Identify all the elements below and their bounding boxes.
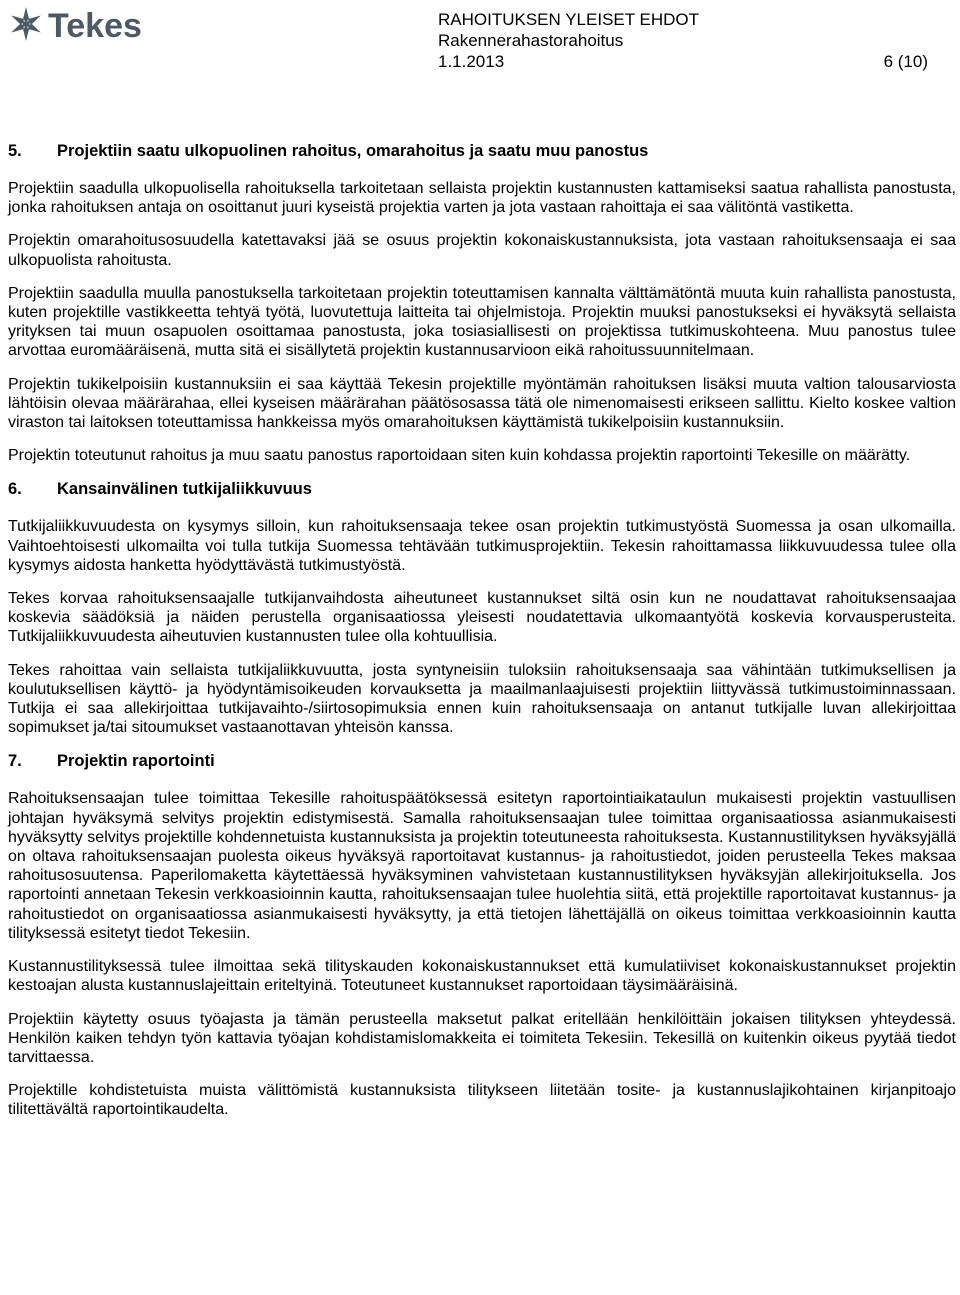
doc-subtitle: Rakennerahastorahoitus [438, 31, 624, 50]
paragraph: Kustannustilityksessä tulee ilmoittaa sekä tilityskauden kokonaiskustannukset että kumulatiiviset kokonaiskustannukset projektin kestoajan alusta kustannuslajeittain eriteltyinä. Toteutuneet kustannukset raportoidaan täysimääräisinä. [8, 958, 956, 995]
paragraph: Projektiin saadulla muulla panostuksella tarkoitetaan projektin toteuttamisen kannalta välttämätöntä muuta kuin rahallista panostusta, kuten projektille vastikkeetta tehtyä työtä, luovutettuja laitteita tai ohjelmistoja. Projektin muuksi panostukseksi ei hyväksytä sellaista yrityksen tai muun osapuolen osoittamaa panostusta, joka tosiasiallisesti on projektissa tutkimuskohteena. Muu panostus tulee arvottaa euromääräisenä, mutta sitä ei sisällytetä projektin kustannusarvioon eikä rahoitussuunnitelmaan. [8, 284, 956, 360]
section-title: Projektiin saatu ulkopuolinen rahoitus, omarahoitus ja saatu muu panostus [57, 142, 649, 160]
paragraph: Projektiin saadulla ulkopuolisella rahoituksella tarkoitetaan sellaista projektin kustannusten kattamiseksi saatua rahallista panostusta, jonka rahoituksen antaja on osoittanut juuri kyseistä projektia varten ja jota vastaan rahoittaja ei saa välitöntä vastiketta. [8, 180, 956, 217]
tekes-logo [6, 4, 166, 44]
logo-wordmark: Tekes [48, 7, 142, 44]
section-7-heading [8, 751, 956, 771]
section-number: 6. [8, 480, 22, 499]
section-title: Kansainvälinen tutkijaliikkuvuus [57, 480, 312, 499]
section-6-heading [8, 479, 956, 499]
document-header [438, 9, 928, 72]
paragraph: Projektin tukikelpoisiin kustannuksiin ei saa käyttää Tekesin projektille myöntämän rahoituksen lisäksi muuta valtion talousarviosta lähtöisin olevaa määrärahaa, ellei kyseisen määrärahan päätösosassa tätä ole nimenomaisesti erikseen sallittu. Kielto koskee valtion viraston tai laitoksen toteuttamissa hankkeissa myös omarahoituksen käyttämistä tukikelpoisiin kustannuksiin. [8, 375, 956, 432]
paragraph: Tekes korvaa rahoituksensaajalle tutkijanvaihdosta aiheutuneet kustannukset siltä osin kun ne noudattavat rahoituksensaajaa koskevia säädöksiä ja näiden perustella organisaatiossa yleisesti noudatettavia ulkomaantyötä koskevia korvausperusteita. Tutkijaliikkuvuudesta aiheutuvien kustannusten tulee olla kohtuullisia. [8, 590, 956, 646]
paragraph: Projektin omarahoitusosuudella katettavaksi jää se osuus projektin kokonaiskustannuksista, jota vastaan rahoituksensaaja ei saa ulkopuolista rahoitusta. [8, 232, 956, 269]
doc-title: RAHOITUKSEN YLEISET EHDOT [438, 10, 700, 29]
paragraph: Rahoituksensaajan tulee toimittaa Tekesille rahoituspäätöksessä esitetyn raportointiaikataulun mukaisesti projektin vastuullisen johtajan hyväksymä selvitys projektin edistymisestä. Samalla rahoituksensaajan tulee toimittaa organisaatiossa asianmukaisesti hyväksytty selvitys projektille kohdennetuista kustannuksista ja projektin toteutuneesta rahoituksesta. Kustannustilityksen hyväksyjällä on oltava rahoituksensaajan puolesta oikeus hyväksyä raportoitavat kustannus- ja rahoitustiedot, joiden perusteella Tekes maksaa rahoitusosuutensa. Paperilomaketta käytettäessä hyväksyminen vahvistetaan kustannustilityksen hyväksyjän allekirjoituksella. Jos raportointi annetaan Tekesin verkkoasioinnin kautta, rahoituksensaajan tulee huolehtia siitä, että projektille raportoitavat kustannus- ja rahoitustiedot on organisaatiossa asianmukaisesti hyväksytty, ja että tietojen lähettäjällä on oikeus toimittaa verkkoasioinnin kautta tilityksessä esitetyt tiedot Tekesiin. [8, 790, 956, 942]
paragraph: Projektille kohdistetuista muista välittömistä kustannuksista tilitykseen liitetään tosite- ja kustannuslajikohtainen kirjanpitoajo tilitettävältä raportointikaudelta. [8, 1082, 956, 1119]
section-number: 5. [8, 142, 22, 160]
document-body [8, 141, 956, 1134]
section-5-heading [8, 141, 956, 161]
paragraph: Projektiin käytetty osuus työajasta ja tämän perusteella maksetut palkat eritellään henkilöittäin jokaisen tilityksen yhteydessä. Henkilön kaiken tehdyn työn kattavia työajan kohdistamislomakkeita ei toimiteta Tekesiin. Tekesillä on kuitenkin oikeus pyytää tiedot tarvittaessa. [8, 1010, 956, 1066]
page-number: 6 (10) [883, 52, 928, 71]
paragraph: Tutkijaliikkuvuudesta on kysymys silloin, kun rahoituksensaaja tekee osan projektin tutkimustyöstä Suomessa ja osan ulkomailla. Vaihtoehtoisesti ulkomailta voi tulla tutkija Suomessa tehtävään tutkimusprojektiin. Tekesin rahoittamassa liikkuvuudessa tulee olla kysymys aidosta hanketta hyödyttävästä tutkimustyöstä. [8, 518, 956, 574]
section-number: 7. [8, 752, 22, 771]
paragraph: Projektin toteutunut rahoitus ja muu saatu panostus raportoidaan siten kuin kohdassa projektin raportointi Tekesille on määrätty. [8, 447, 911, 465]
paragraph: Tekes rahoittaa vain sellaista tutkijaliikkuvuutta, josta syntyneisiin tuloksiin rahoituksensaaja saa vähintään tutkimuksellisen ja koulutuksellisen käyttö- ja hyödyntämisoikeuden korvauksetta ja maailmanlaajuisesti projektiin liittyvässä tutkimustoiminnassaan. Tutkija ei saa allekirjoittaa tutkijavaihto-/siirtosopimuksia ennen kuin rahoituksensaaja on antanut tutkijalle luvan allekirjoittaa sopimukset ja/tai sitoumukset vastaanottavan yhteisön kanssa. [8, 661, 956, 737]
section-title: Projektin raportointi [57, 752, 215, 771]
doc-date: 1.1.2013 [438, 52, 505, 71]
